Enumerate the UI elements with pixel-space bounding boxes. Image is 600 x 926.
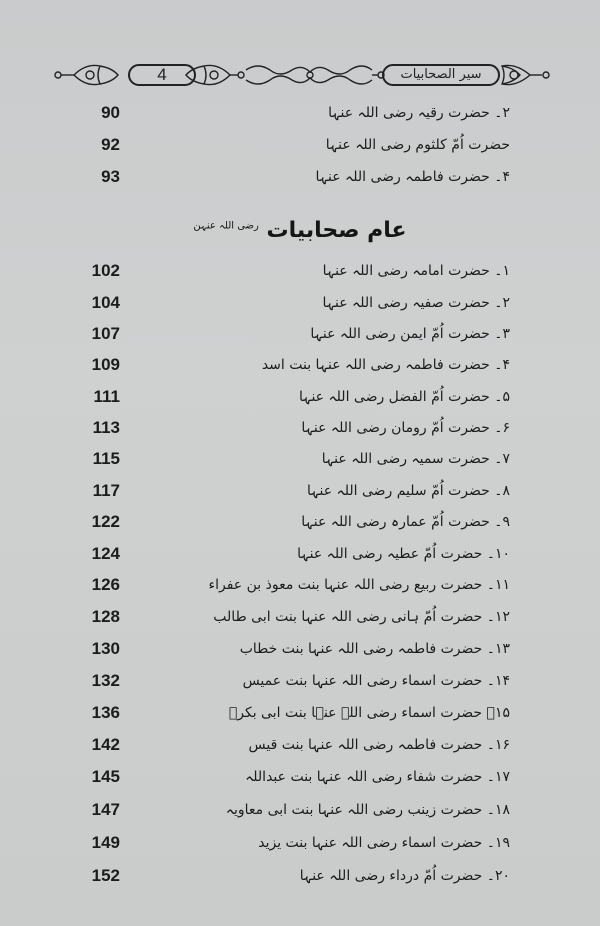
toc-row [0,828,600,858]
toc-row [0,762,600,792]
toc-row [0,413,600,443]
page-header [52,60,552,90]
toc-page-number: 92 [101,135,120,154]
toc-page-number: 130 [91,639,120,658]
toc-page-number: 90 [101,103,120,122]
toc-page-number: 107 [91,324,120,343]
toc-row [0,444,600,474]
toc-page-number: 104 [91,293,120,312]
toc-page-number: 136 [91,703,120,722]
toc-row [0,730,600,760]
toc-entry-title: ۸۔ حضرت اُمّ سلیم رضی اللہ عنہا [307,483,510,499]
toc-page-number: 113 [92,418,120,437]
toc-entry-title: ۱۔ حضرت امامہ رضی اللہ عنہا [322,263,510,279]
toc-entry-title: ۱۲۔ حضرت اُمّ ہانی رضی اللہ عنہا بنت ابی طالب [213,609,510,625]
toc-entry-title: ۱۱۔ حضرت ربیع رضی اللہ عنہا بنت معوذ بن عفراء [208,577,510,593]
toc-entry-title: ۶۔ حضرت اُمّ رومان رضی اللہ عنہا [301,420,510,436]
toc-entry-title: ۹۔ حضرت اُمّ عمارہ رضی اللہ عنہا [301,514,510,530]
toc-entry-title: ۲۔ حضرت رقیہ رضی اللہ عنہا [328,105,510,121]
toc-entry-title: ۱۷۔ حضرت شفاء رضی اللہ عنہا بنت عبداللہ [245,769,510,785]
toc-page-number: 115 [92,449,120,468]
toc-page-number: 145 [91,767,120,786]
toc-page-number: 149 [91,833,120,852]
section-honorific: رضی اللہ عنہن [193,220,259,232]
toc-entry-title: ۱۵۔ حضرت اسماء رضی اللہ عنہا بنت ابی بکرؓ [228,705,510,721]
toc-row [0,666,600,696]
toc-entry-title: ۱۰۔ حضرت اُمّ عطیہ رضی اللہ عنہا [297,546,510,562]
toc-page-number: 132 [91,671,120,690]
toc-row [0,539,600,569]
toc-entry-title: ۱۶۔ حضرت فاطمہ رضی اللہ عنہا بنت قیس [248,737,510,753]
toc-page-number: 126 [91,575,120,594]
toc-row [0,98,600,128]
toc-page-number: 124 [91,544,120,563]
toc-row [0,795,600,825]
toc-row [0,570,600,600]
toc-page-number: 111 [93,387,120,406]
toc-row [0,288,600,318]
toc-page-number: 128 [91,607,120,626]
toc-entry-title: ۱۹۔ حضرت اسماء رضی اللہ عنہا بنت یزید [258,835,510,851]
section-heading-text: عام صحابیات [266,218,407,243]
toc-page-number: 152 [91,866,120,885]
toc-row [0,861,600,891]
toc-entry-title: ۱۴۔ حضرت اسماء رضی اللہ عنہا بنت عمیس [242,673,510,689]
toc-entry-title: ۳۔ حضرت اُمّ ایمن رضی اللہ عنہا [310,326,510,342]
toc-row [0,130,600,160]
toc-page-number: 122 [91,512,120,531]
toc-entry-title: ۴۔ حضرت فاطمہ رضی اللہ عنہا [315,169,510,185]
toc-entry-title: ۴۔ حضرت فاطمہ رضی اللہ عنہا بنت اسد [261,357,510,373]
toc-row [0,162,600,192]
toc-row [0,634,600,664]
toc-row [0,698,600,728]
toc-page-number: 109 [91,355,120,374]
toc-page-number: 93 [101,167,120,186]
toc-row [0,507,600,537]
toc-entry-title: ۵۔ حضرت اُمّ الفضل رضی اللہ عنہا [298,389,510,405]
section-heading [0,218,600,243]
toc-entry-title: ۲۔ حضرت صفیہ رضی اللہ عنہا [322,295,510,311]
toc-row [0,602,600,632]
toc-row [0,382,600,412]
toc-row [0,319,600,349]
toc-page-number: 142 [91,735,120,754]
book-title: سیر الصحابیات [382,64,500,86]
toc-entry-title: حضرت اُمّ کلثوم رضی اللہ عنہا [325,137,510,153]
toc-page-number: 117 [92,481,120,500]
toc-row [0,256,600,286]
toc-entry-title: ۷۔ حضرت سمیہ رضی اللہ عنہا [321,451,510,467]
toc-row [0,350,600,380]
toc-entry-title: ۱۳۔ حضرت فاطمہ رضی اللہ عنہا بنت خطاب [239,641,510,657]
toc-row [0,476,600,506]
toc-page-number: 102 [91,261,120,280]
toc-entry-title: ۱۸۔ حضرت زینب رضی اللہ عنہا بنت ابی معاویہ [225,802,510,818]
toc-page-number: 147 [91,800,120,819]
toc-entry-title: ۲۰۔ حضرت اُمّ درداء رضی اللہ عنہا [299,868,510,884]
page-number: 4 [128,64,196,86]
